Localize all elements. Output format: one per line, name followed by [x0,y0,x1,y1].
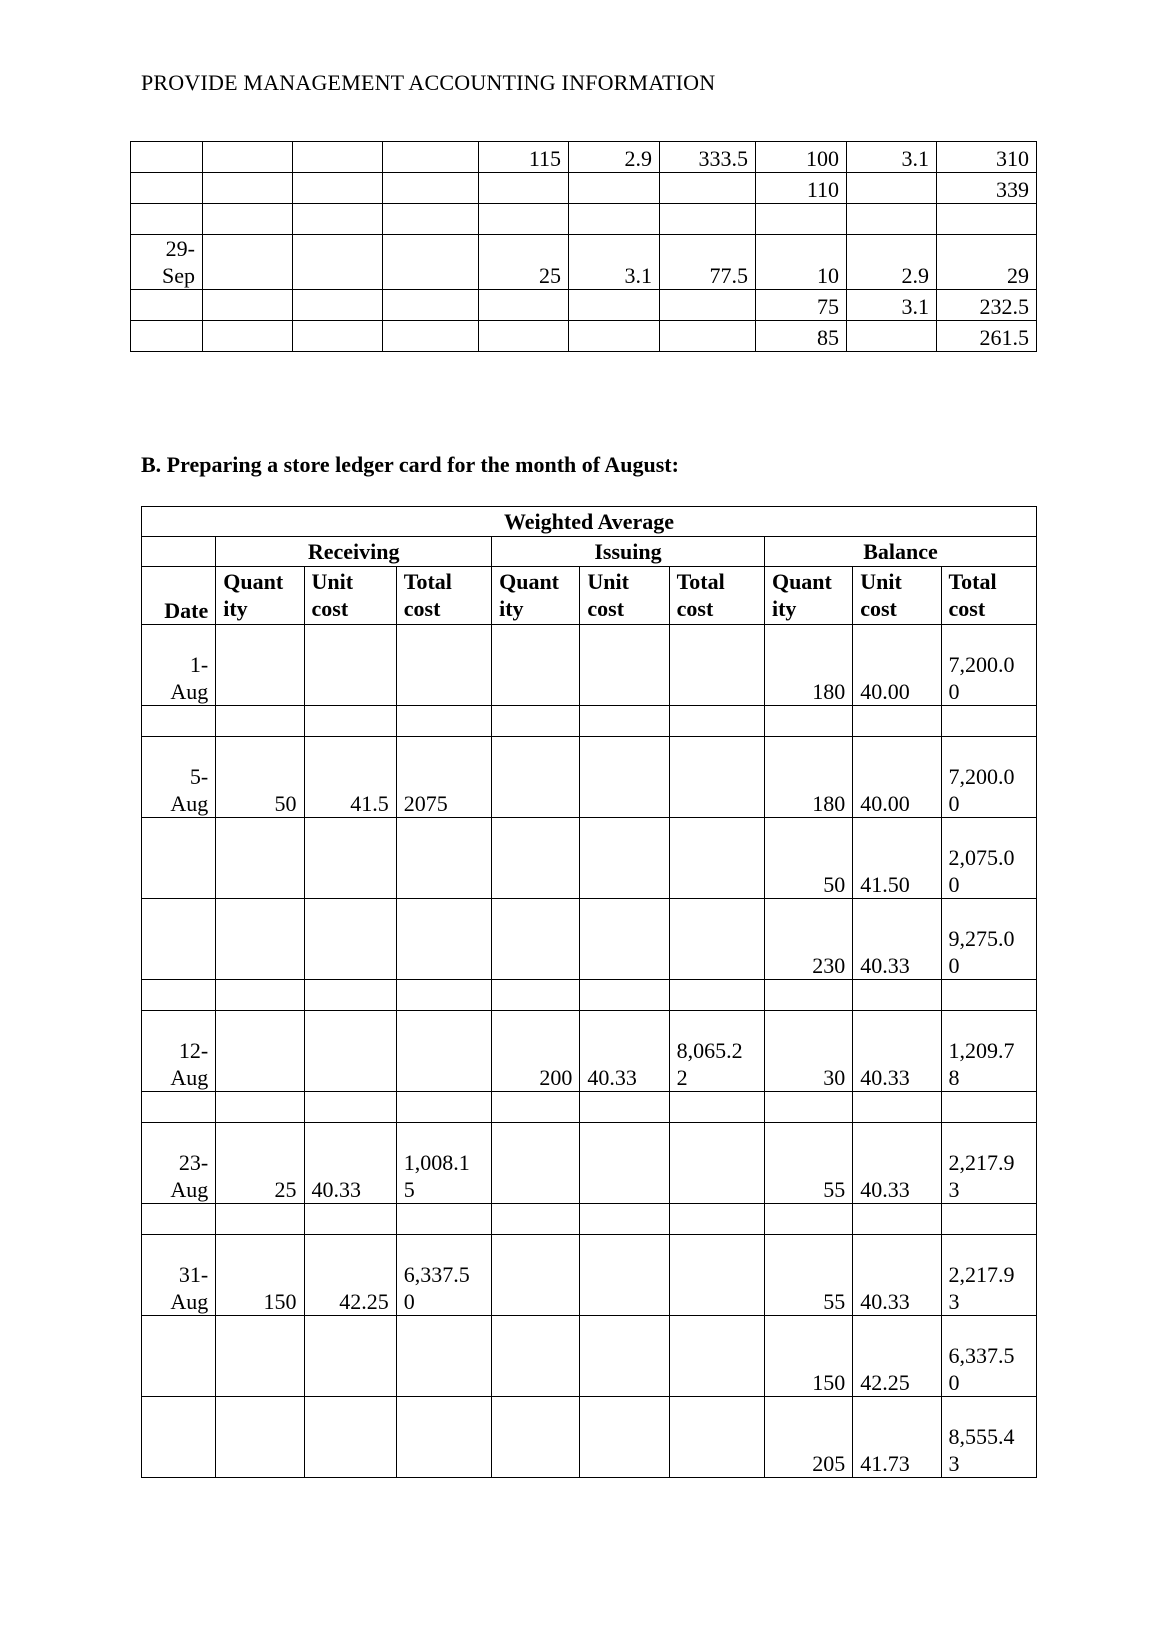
table-row [142,818,1037,899]
table-cell [304,818,396,899]
table-cell [293,290,383,321]
table-cell [764,706,852,737]
table-cell [383,290,479,321]
table-cell [304,1011,396,1092]
table-cell: 1- Aug [142,625,216,706]
table-row [142,737,1037,818]
table-cell: 8,065.2 2 [669,1011,764,1092]
table-cell [304,706,396,737]
table-cell: 6,337.5 0 [941,1316,1036,1397]
table-cell [293,321,383,352]
table-cell [142,1092,216,1123]
table-cell: 5- Aug [142,737,216,818]
table-row [131,235,1037,290]
table-cell [941,706,1036,737]
table-cell: 40.33 [853,1011,941,1092]
table-cell [131,204,203,235]
table-cell: 2,217.9 3 [941,1123,1036,1204]
table-cell [131,321,203,352]
table-cell [216,899,304,980]
table-cell [216,1011,304,1092]
table-cell [396,1204,491,1235]
table-cell [396,1316,491,1397]
table-cell [142,1397,216,1478]
table-cell [660,321,756,352]
table-cell: 7,200.0 0 [941,737,1036,818]
table-cell [660,290,756,321]
table-cell [669,980,764,1011]
table-cell: 41.73 [853,1397,941,1478]
table-cell [131,173,203,204]
table-cell [847,204,937,235]
table-cell: 2075 [396,737,491,818]
table-cell [847,321,937,352]
table-cell [492,1092,580,1123]
table-cell [293,235,383,290]
table-cell: 261.5 [937,321,1037,352]
table-row [131,321,1037,352]
table-cell [660,204,756,235]
table-cell [580,706,669,737]
table-cell: 200 [492,1011,580,1092]
table-cell [853,980,941,1011]
table-cell: 230 [764,899,852,980]
table-cell [580,980,669,1011]
table-cell: 55 [764,1235,852,1316]
table-cell: 1,209.7 8 [941,1011,1036,1092]
weighted-average-title: Weighted Average [142,507,1037,537]
store-ledger-card [141,506,1037,1478]
table-cell: 3.1 [847,142,937,173]
table-cell [216,1397,304,1478]
table-cell [492,625,580,706]
table-cell: 232.5 [937,290,1037,321]
column-header: Total cost [941,567,1036,625]
table-cell [383,204,479,235]
table-cell [216,1092,304,1123]
table-cell: 12- Aug [142,1011,216,1092]
column-header: Quant ity [216,567,304,625]
table-cell [396,818,491,899]
column-headers [142,567,1037,625]
table-cell: 23- Aug [142,1123,216,1204]
table-cell [142,1204,216,1235]
table-cell: 3.1 [569,235,660,290]
table-cell [216,706,304,737]
table-cell: 30 [764,1011,852,1092]
table-cell [580,737,669,818]
table-cell [764,980,852,1011]
table-cell: 150 [216,1235,304,1316]
table-cell [203,204,293,235]
table-cell [669,706,764,737]
table-cell [669,737,764,818]
table-cell [396,1092,491,1123]
table-row [142,625,1037,706]
table-cell [293,173,383,204]
table-cell [304,1092,396,1123]
table-cell [479,204,569,235]
table-row [142,1092,1037,1123]
table-cell [383,321,479,352]
table-cell: 2.9 [569,142,660,173]
table-cell: 2.9 [847,235,937,290]
table-cell: 3.1 [847,290,937,321]
table-cell [216,980,304,1011]
table-row [142,1397,1037,1478]
table-cell [492,706,580,737]
table-row [142,706,1037,737]
table-cell: 2,075.0 0 [941,818,1036,899]
table-cell [479,321,569,352]
table-cell [669,899,764,980]
table-cell: 7,200.0 0 [941,625,1036,706]
table-cell [660,173,756,204]
table-cell [131,142,203,173]
table-cell [396,706,491,737]
column-header: Unit cost [853,567,941,625]
table-cell: 6,337.5 0 [396,1235,491,1316]
table-cell [492,1316,580,1397]
table-cell [580,1316,669,1397]
page-header: PROVIDE MANAGEMENT ACCOUNTING INFORMATION [141,70,716,95]
table-cell: 333.5 [660,142,756,173]
table-cell [764,1204,852,1235]
table-cell [304,1316,396,1397]
table-cell [383,173,479,204]
table-cell: 50 [216,737,304,818]
table-row [131,204,1037,235]
table-cell: 100 [756,142,847,173]
table-cell [396,625,491,706]
table-cell [142,818,216,899]
table-cell [203,321,293,352]
table-cell: 40.33 [853,1235,941,1316]
table-row [142,1235,1037,1316]
column-header: Date [142,567,216,625]
table-cell [203,173,293,204]
table-cell [669,1397,764,1478]
table-cell: 40.00 [853,625,941,706]
table-cell: 1,008.1 5 [396,1123,491,1204]
table-cell [383,235,479,290]
table-row [131,173,1037,204]
table-cell [569,173,660,204]
table-cell: 9,275.0 0 [941,899,1036,980]
table-cell: 41.5 [304,737,396,818]
table-cell: 115 [479,142,569,173]
section-b-title: B. Preparing a store ledger card for the month of August: [141,452,679,477]
table-cell [216,818,304,899]
table-cell [396,980,491,1011]
table-cell [669,818,764,899]
table-cell [396,1011,491,1092]
table-cell [293,204,383,235]
table-cell [492,1204,580,1235]
table-cell [492,980,580,1011]
group-receiving: Receiving [216,537,492,567]
table-cell: 31- Aug [142,1235,216,1316]
table-cell [580,1123,669,1204]
table-cell [569,321,660,352]
table-row [142,899,1037,980]
table-cell [669,1316,764,1397]
column-header: Quant ity [492,567,580,625]
table-cell [142,1316,216,1397]
table-cell: 50 [764,818,852,899]
column-header: Unit cost [580,567,669,625]
table-cell: 310 [937,142,1037,173]
table-cell [142,899,216,980]
table-cell [580,1397,669,1478]
table-cell [142,706,216,737]
column-header: Quant ity [764,567,852,625]
table-cell [203,142,293,173]
ledger-table-continued [130,141,1037,352]
table-cell: 339 [937,173,1037,204]
table-cell [580,818,669,899]
table-row [142,1123,1037,1204]
table-cell [569,204,660,235]
table-cell [669,1092,764,1123]
table-row [142,1316,1037,1397]
table-cell [216,625,304,706]
table-cell: 42.25 [853,1316,941,1397]
table-cell [853,706,941,737]
group-empty [142,537,216,567]
table-cell: 40.33 [580,1011,669,1092]
table-cell: 40.33 [853,899,941,980]
table-cell [396,899,491,980]
table-cell: 150 [764,1316,852,1397]
table-cell [580,1235,669,1316]
table-cell [304,980,396,1011]
table-cell [479,173,569,204]
table-cell [580,899,669,980]
table-cell: 25 [479,235,569,290]
table-cell: 40.33 [853,1123,941,1204]
table-cell [396,1397,491,1478]
table-cell: 42.25 [304,1235,396,1316]
table-cell: 29 [937,235,1037,290]
table-cell: 2,217.9 3 [941,1235,1036,1316]
table-cell [669,1123,764,1204]
table-cell [142,980,216,1011]
table-cell: 75 [756,290,847,321]
table-cell [937,204,1037,235]
table-cell [764,1092,852,1123]
table-cell [203,235,293,290]
table-cell [131,290,203,321]
table-cell: 25 [216,1123,304,1204]
table-cell: 85 [756,321,847,352]
table-cell [756,204,847,235]
table-cell [304,1204,396,1235]
table-cell [383,142,479,173]
table-cell: 40.33 [304,1123,396,1204]
table-cell [492,899,580,980]
table-cell: 110 [756,173,847,204]
table-cell [941,980,1036,1011]
table-cell [216,1316,304,1397]
table-cell [492,1123,580,1204]
table-cell [203,290,293,321]
table-cell [304,1397,396,1478]
column-header: Total cost [396,567,491,625]
table-cell: 180 [764,737,852,818]
group-issuing: Issuing [492,537,765,567]
table-cell [479,290,569,321]
table-cell [304,899,396,980]
table-cell: 29- Sep [131,235,203,290]
table-row [131,290,1037,321]
group-balance: Balance [764,537,1036,567]
table-cell [580,1204,669,1235]
table-row [142,980,1037,1011]
table-cell [492,737,580,818]
table-cell [492,1397,580,1478]
table-cell [580,1092,669,1123]
table-cell [853,1204,941,1235]
column-header: Unit cost [304,567,396,625]
table-cell [492,818,580,899]
table-row [131,142,1037,173]
table-cell: 8,555.4 3 [941,1397,1036,1478]
table-cell [293,142,383,173]
table-cell [941,1092,1036,1123]
table-cell [492,1235,580,1316]
table-cell [669,1204,764,1235]
table-row [142,1011,1037,1092]
table-cell: 55 [764,1123,852,1204]
table-cell [580,625,669,706]
table-cell [216,1204,304,1235]
table-cell: 180 [764,625,852,706]
table-cell: 77.5 [660,235,756,290]
table-cell [304,625,396,706]
table-cell [941,1204,1036,1235]
table-cell [569,290,660,321]
table-cell: 205 [764,1397,852,1478]
table-row [142,1204,1037,1235]
table-cell [669,1235,764,1316]
table-cell [847,173,937,204]
table-cell: 10 [756,235,847,290]
table-cell [669,625,764,706]
table-cell: 40.00 [853,737,941,818]
table-cell: 41.50 [853,818,941,899]
table-cell [853,1092,941,1123]
column-header: Total cost [669,567,764,625]
